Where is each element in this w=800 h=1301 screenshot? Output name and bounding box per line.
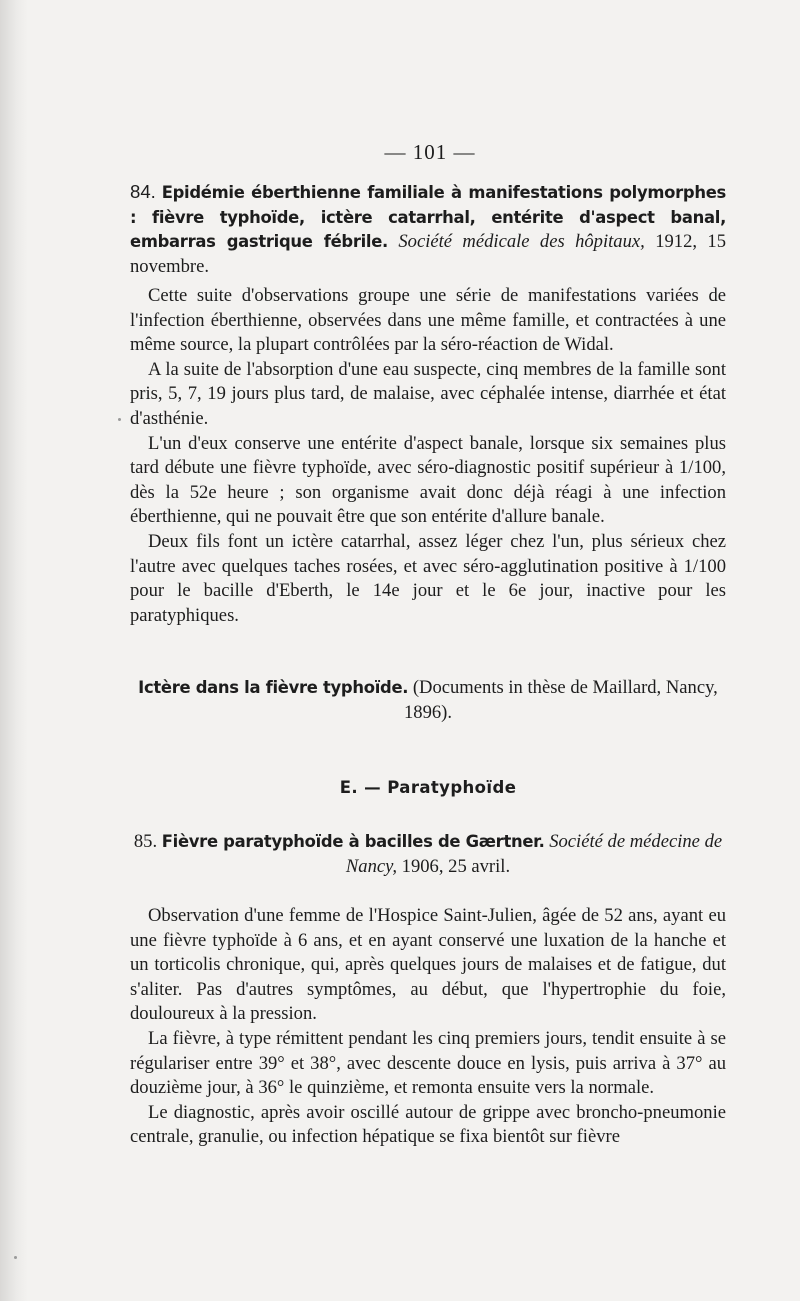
icter-note-title: Ictère dans la fièvre typhoïde. bbox=[138, 678, 409, 697]
entry-number: 85. bbox=[133, 831, 158, 852]
page-gutter-shadow bbox=[0, 0, 28, 1301]
icter-note-text: (Documents in thèse de Maillard, Nancy, 1896). bbox=[403, 677, 718, 723]
icter-note bbox=[130, 676, 726, 725]
entry-title: Epidémie éberthienne familiale à manifestations polymorphes : fièvre typhoïde, ictère catarrhal, entérite d'aspect banal, embarras gastrique fébrile. bbox=[130, 183, 726, 252]
entry-source: Société médicale des hôpitaux, bbox=[398, 231, 645, 253]
section-heading: E. — Paratyphoïde bbox=[339, 778, 517, 797]
paragraph: Cette suite d'observations groupe une série de manifestations variées de l'infection éberthienne, observées dans une même famille, et contractées à une même source, la plupart contrôlées par la séro-réaction de Widal. bbox=[130, 285, 726, 356]
bibliography-entry-84 bbox=[130, 180, 726, 279]
paragraph: Deux fils font un ictère catarrhal, assez léger chez l'un, plus sérieux chez l'autre avec quelques taches rosées, et avec séro-agglutination positive à 1/100 pour le bacille d'Eberth, le 14e jour et le 6e jour, inactive pour les paratyphiques. bbox=[130, 530, 726, 626]
paragraph: La fièvre, à type rémittent pendant les cinq premiers jours, tendit ensuite à se régulariser entre 39° et 38°, avec descente douce en lysis, puis arriva à 37° au douzième jour, à 36° le quinzième, et remonta ensuite vers la normale. bbox=[130, 1027, 726, 1099]
bibliography-entry-85 bbox=[130, 830, 726, 879]
paper-speck bbox=[14, 1256, 17, 1259]
paragraph: L'un d'eux conserve une entérite d'aspect banale, lorsque six semaines plus tard débute une fièvre typhoïde, avec séro-diagnostic positif supérieur à 1/100, dès la 52e heure ; son organisme avait donc déjà réagi à une infection éberthienne, qui ne pouvait être que son entérite d'allure banale. bbox=[130, 432, 726, 528]
paragraph: Le diagnostic, après avoir oscillé autour de grippe avec broncho-pneumonie centrale, granulie, ou infection hépatique se fixa bientôt sur fièvre bbox=[130, 1101, 726, 1148]
entry-number: 84. bbox=[130, 181, 156, 202]
paper-speck bbox=[118, 418, 121, 421]
paragraph: A la suite de l'absorption d'une eau suspecte, cinq membres de la famille sont pris, 5, 7, 19 jours plus tard, de malaise, avec céphalée intense, diarrhée et état d'asthénie. bbox=[130, 358, 726, 429]
observations-84 bbox=[130, 284, 726, 628]
page-number: — 101 — bbox=[384, 140, 476, 164]
entry-source: Société de médecine de Nancy, bbox=[345, 831, 723, 877]
observations-85 bbox=[130, 904, 726, 1150]
entry-title: Fièvre paratyphoïde à bacilles de Gærtner. bbox=[161, 832, 545, 851]
entry-date: 1912, 15 novembre. bbox=[130, 231, 726, 277]
paragraph: Observation d'une femme de l'Hospice Saint-Julien, âgée de 52 ans, ayant eu une fièvre typhoïde à 6 ans, et en ayant conservé une luxation de la hanche et un torticolis chronique, qui, après quelques jours de malaises et de fatigue, dut s'aliter. Pas d'autres symptômes, au début, que l'hypertrophie du foie, douloureux à la pression. bbox=[130, 905, 726, 1025]
entry-date: 1906, 25 avril. bbox=[401, 855, 511, 877]
